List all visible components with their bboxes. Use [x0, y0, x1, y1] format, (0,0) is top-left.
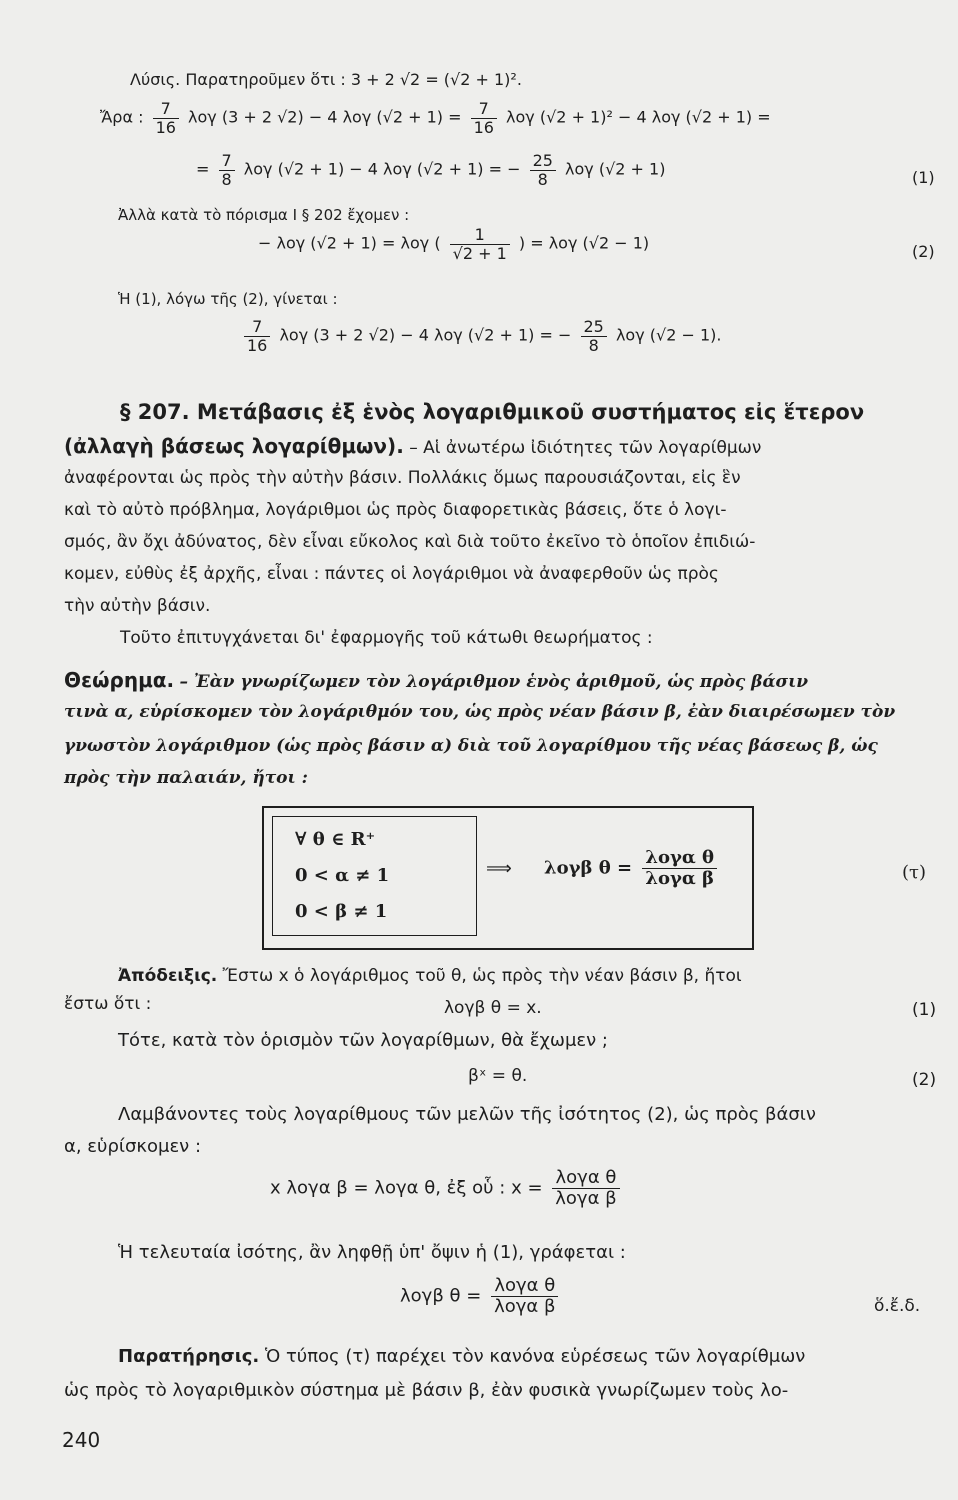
section-line-4: καὶ τὸ αὐτὸ πρόβλημα, λογάριθμοι ὡς πρὸς διαφορετικὰς βάσεις, ὅτε ὁ λογι- [64, 500, 727, 520]
theorem-formula-box [262, 806, 754, 950]
solution-line-2: Ἄρα : $\frac{7}{16}$ λογ (3 + 2 √2) − 4 λογ (√2 + 1) = $\frac{7}{16}$ λογ (√2 + 1)² − 4 λογ (√2 + 1) = [100, 99, 771, 137]
remark-line-1: Παρατήρησις. Ὁ τύπος (τ) παρέχει τὸν κανόνα εὑρέσεως τῶν λογαρίθμων [118, 1346, 806, 1367]
solution-line-1: Λύσις. Παρατηροῦμεν ὅτι : 3 + 2 √2 = (√2 + 1)². [130, 70, 522, 89]
proof-tag-2: (2) [912, 1070, 937, 1090]
theorem-line-2: τινὰ α, εὑρίσκομεν τὸν λογάριθμόν του, ὡς πρὸς νέαν βάσιν β, ἐὰν διαιρέσωμεν τὸν [64, 702, 896, 722]
proof-equation-4: λογβ θ = $\frac{\text{λογα θ}}{\text{λογα β}}$ [400, 1276, 562, 1317]
conditions-box [272, 816, 477, 936]
equation-tag-1: (1) [912, 168, 935, 187]
remark-line-2: ὡς πρὸς τὸ λογαριθμικὸν σύστημα μὲ βάσιν β, ἐὰν φυσικὰ γνωρίζωμεν τοὺς λο- [64, 1380, 789, 1401]
section-line-5: σμός, ἂν ὄχι ἀδύνατος, δὲν εἶναι εὔκολος καὶ διὰ τοῦτο ἐκεῖνο τὸ ὁποῖον ἐπιδιώ- [64, 532, 756, 552]
solution-line-3: = $\frac{7}{8}$ λογ (√2 + 1) − 4 λογ (√2 + 1) = − $\frac{25}{8}$ λογ (√2 + 1) [196, 151, 666, 189]
qed-mark: ὅ.ἔ.δ. [874, 1296, 921, 1316]
section-heading: § 207. Μετάβασις ἐξ ἑνὸς λογαριθμικοῦ συστήματος εἰς ἕτερον [120, 400, 865, 424]
formula-tag: (τ) [902, 862, 927, 883]
proof-equation-2: βˣ = θ. [468, 1066, 528, 1086]
proof-equation-3: x λογα β = λογα θ, ἐξ οὗ : x = $\frac{\text{λογα θ}}{\text{λογα β}}$ [270, 1168, 624, 1209]
theorem-line-3: γνωστὸν λογάριθμον (ὡς πρὸς βάσιν α) διὰ τοῦ λογαρίθμου τῆς νέας βάσεως β, ὡς [64, 736, 878, 756]
condition-beta: 0 < β ≠ 1 [295, 901, 388, 922]
proof-line-4: Λαμβάνοντες τοὺς λογαρίθμους τῶν μελῶν τῆς ἰσότητος (2), ὡς πρὸς βάσιν [118, 1104, 816, 1125]
implies-arrow: ⟹ [486, 858, 512, 879]
solution-line-7: $\frac{7}{16}$ λογ (3 + 2 √2) − 4 λογ (√2 + 1) = − $\frac{25}{8}$ λογ (√2 − 1). [240, 318, 721, 354]
proof-line-1: Ἀπόδειξις. Ἔστω x ὁ λογάριθμος τοῦ θ, ὡς πρὸς τὴν νέαν βάσιν β, ἤτοι [118, 966, 742, 986]
section-line-2: (ἀλλαγὴ βάσεως λογαρίθμων). – Αἱ ἀνωτέρω ἰδιότητες τῶν λογαρίθμων [64, 434, 762, 458]
theorem-line-4: πρὸς τὴν παλαιάν, ἤτοι : [64, 768, 308, 788]
section-line-7: τὴν αὐτὴν βάσιν. [64, 596, 211, 616]
condition-theta: ∀ θ ∈ R⁺ [295, 829, 376, 850]
proof-line-6: Ἡ τελευταία ἰσότης, ἂν ληφθῇ ὑπ' ὄψιν ἡ (1), γράφεται : [118, 1242, 626, 1263]
proof-line-5: α, εὑρίσκομεν : [64, 1136, 202, 1157]
base-change-formula: λογβ θ = $\frac{\text{λογα θ}}{\text{λογα β}}$ [544, 848, 721, 889]
section-line-6: κομεν, εὐθὺς ἐξ ἀρχῆς, εἶναι : πάντες οἱ λογάριθμοι νὰ ἀναφερθοῦν ὡς πρὸς [64, 564, 719, 584]
solution-line-5: − λογ (√2 + 1) = λογ ( $\frac{1}{√2 + 1}$ ) = λογ (√2 − 1) [258, 225, 650, 263]
proof-equation-1: λογβ θ = x. [444, 998, 542, 1018]
section-line-8: Τοῦτο ἐπιτυγχάνεται δι' ἐφαρμογῆς τοῦ κάτωθι θεωρήματος : [120, 628, 653, 648]
proof-tag-1: (1) [912, 1000, 937, 1020]
condition-alpha: 0 < α ≠ 1 [295, 865, 390, 886]
solution-line-4: Ἀλλὰ κατὰ τὸ πόρισμα I § 202 ἔχομεν : [118, 206, 410, 224]
proof-line-3: Τότε, κατὰ τὸν ὁρισμὸν τῶν λογαρίθμων, θὰ ἔχωμεν ; [118, 1030, 608, 1051]
section-line-3: ἀναφέρονται ὡς πρὸς τὴν αὐτὴν βάσιν. Πολλάκις ὅμως παρουσιάζονται, εἰς ἓν [64, 468, 741, 488]
page-number: 240 [62, 1428, 101, 1452]
theorem-line-1: Θεώρημα. – Ἐὰν γνωρίζωμεν τὸν λογάριθμον ἑνὸς ἀριθμοῦ, ὡς πρὸς βάσιν [64, 668, 809, 692]
solution-line-6: Ἡ (1), λόγω τῆς (2), γίνεται : [118, 290, 338, 308]
equation-tag-2: (2) [912, 242, 935, 261]
proof-line-2: ἔστω ὅτι : [64, 994, 152, 1014]
